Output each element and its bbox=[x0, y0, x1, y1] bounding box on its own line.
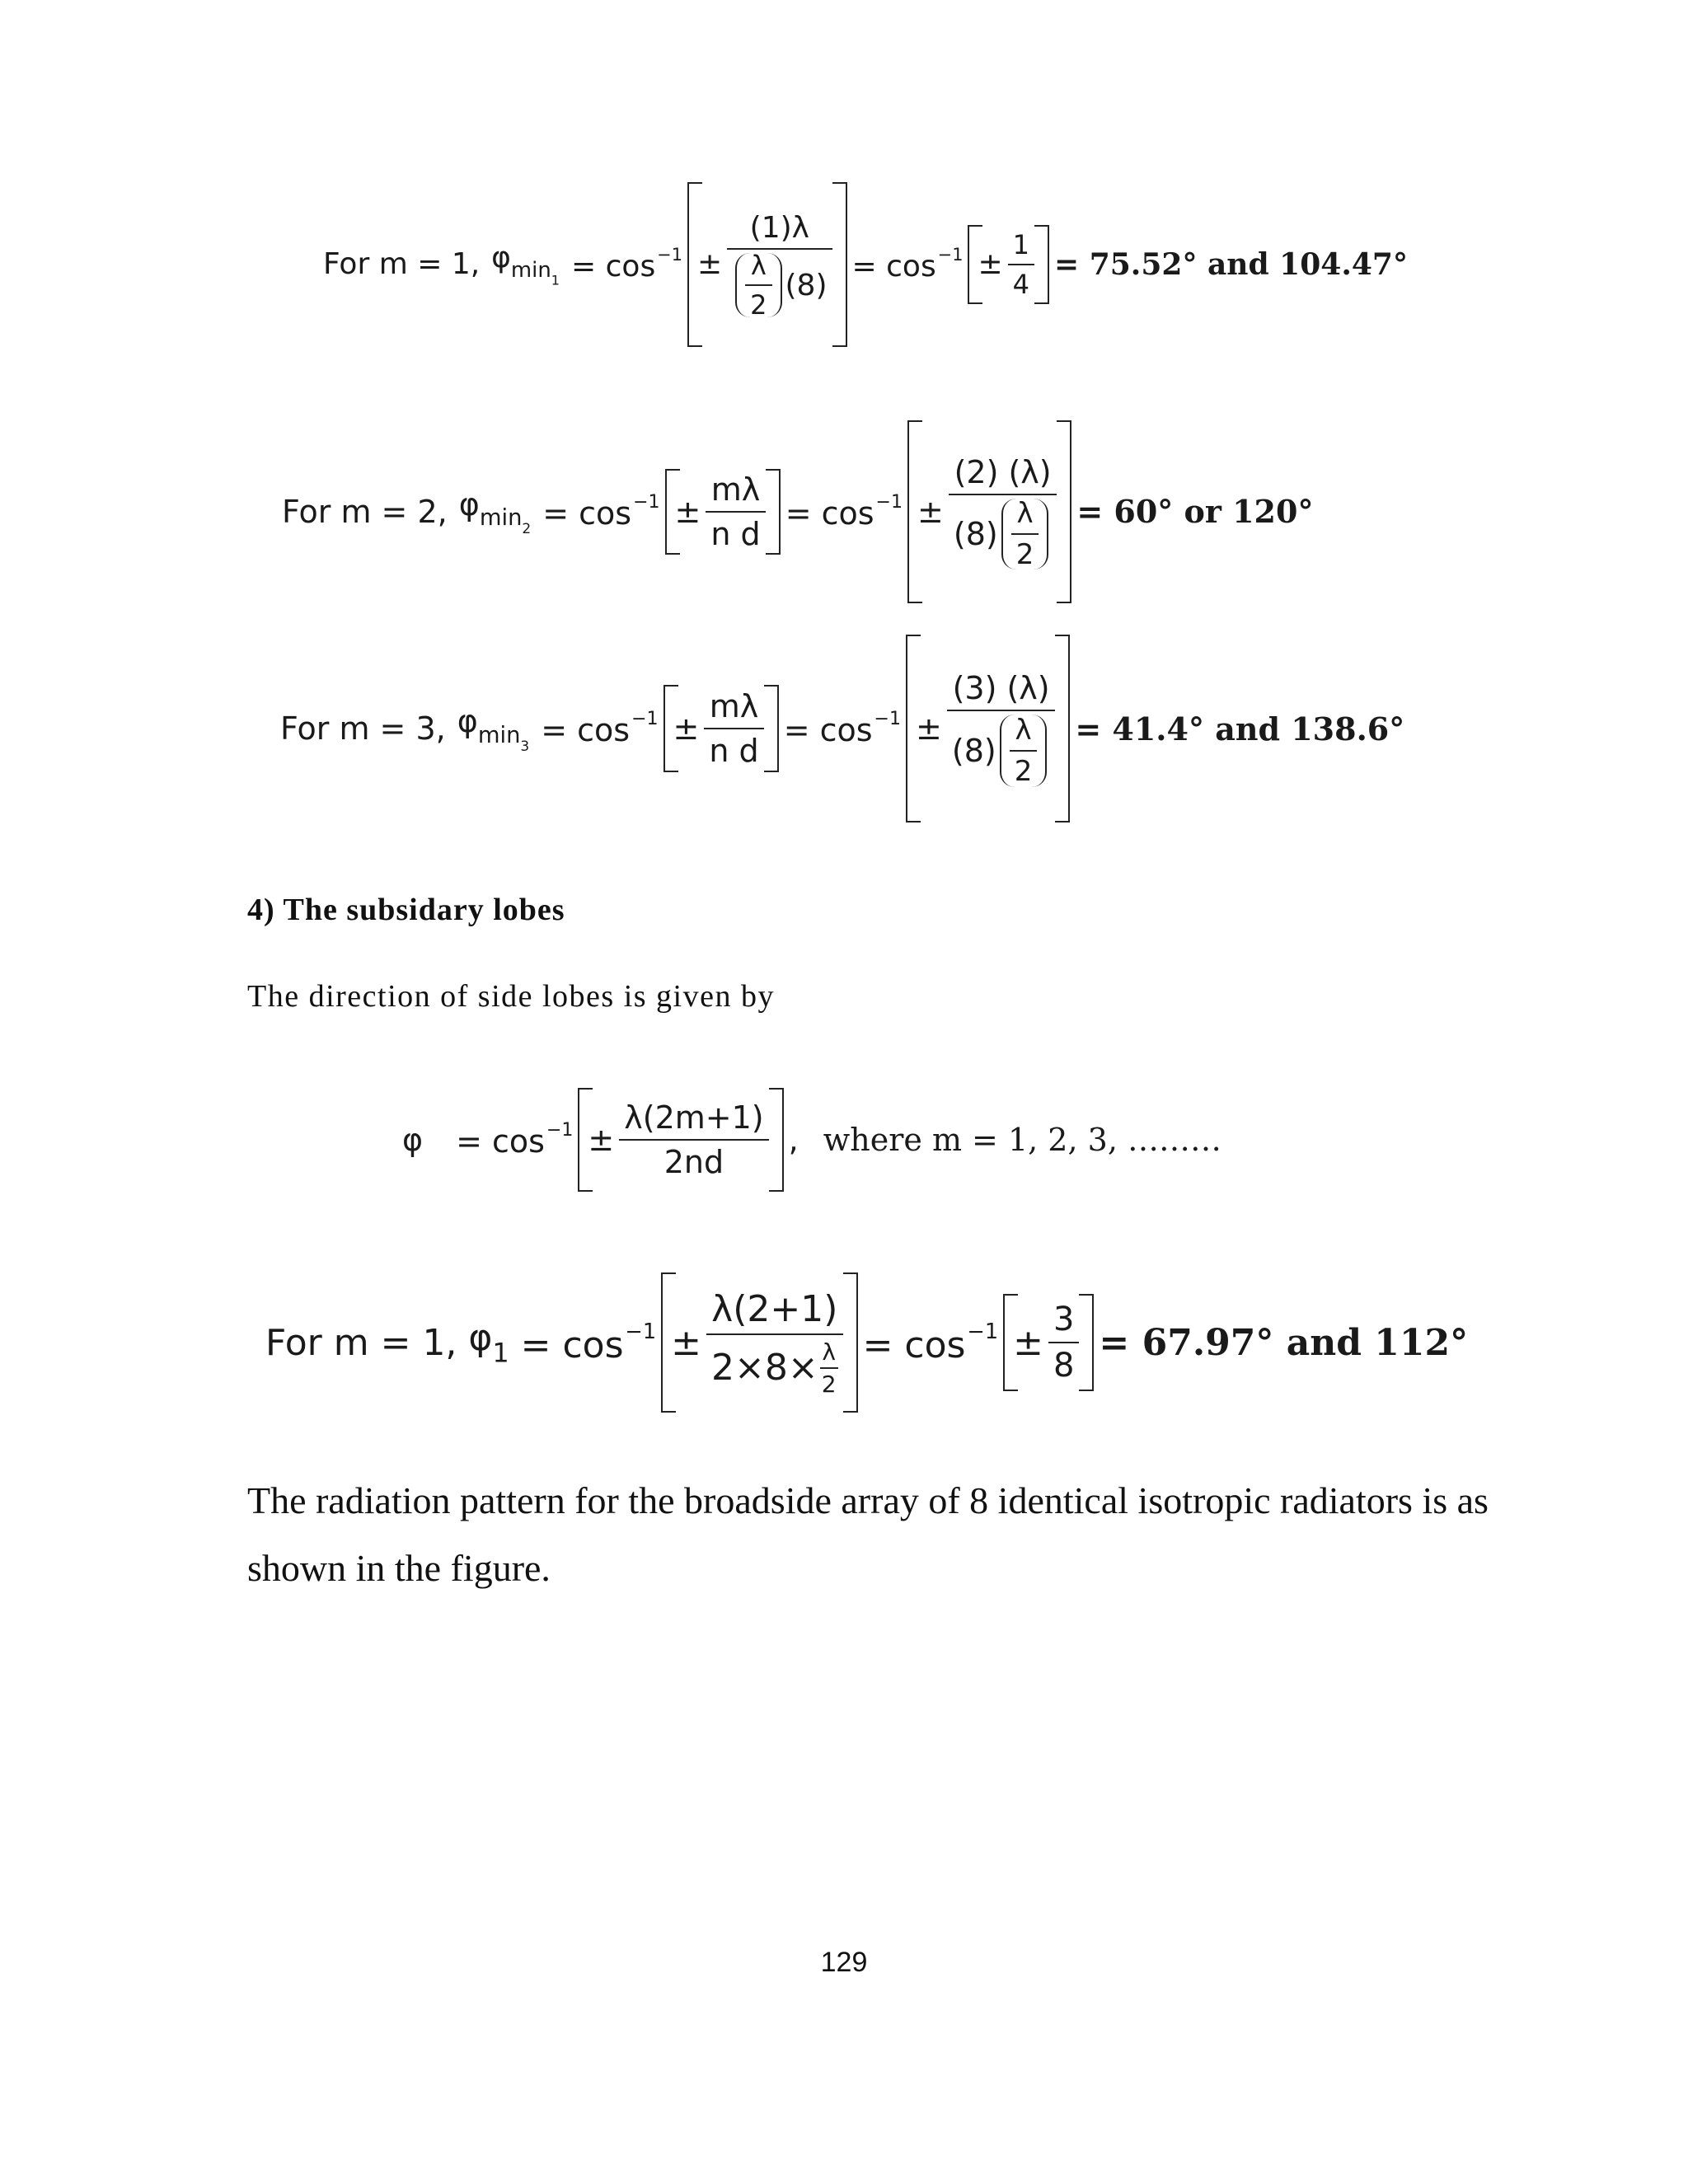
equation-m2-null bbox=[282, 419, 1313, 604]
eq5-cos-2: = $\cos^{-1}$ bbox=[862, 1319, 999, 1366]
eq4-bracket: ± $\frac{\lambda(2m+1)}{2nd}$ bbox=[578, 1088, 783, 1192]
equation-m3-null bbox=[280, 633, 1404, 824]
eq2-bracket: ± $\frac{m\lambda}{\text{n d}}$ bbox=[665, 469, 781, 555]
eq3-result: = 41.4° and 138.6° bbox=[1075, 710, 1405, 748]
eq2-lead: For m = 2, bbox=[282, 493, 448, 530]
eq2-cos-2: = $\cos^{-1}$ bbox=[785, 491, 903, 532]
eq3-lead: For m = 3, bbox=[280, 710, 446, 747]
eq4-cos: = $\cos^{-1}$ bbox=[456, 1120, 574, 1160]
equation-side-lobe-general bbox=[402, 1086, 1221, 1193]
eq1-bracket: ± (1)λ $\frac{\lambda}{2}$ (8) bbox=[687, 182, 847, 347]
eq1-bracket-2: ± $\frac{1}{4}$ bbox=[968, 225, 1049, 304]
equation-m1-first-null bbox=[323, 180, 1408, 349]
eq5-bracket-2: ± $\frac{3}{8}$ bbox=[1003, 1294, 1094, 1391]
eq5-lead: For m = 1, bbox=[265, 1321, 457, 1364]
eq2-phi: $\varphi_{min_2}$ bbox=[458, 485, 532, 537]
eq1-phi: $\varphi_{min_1}$ bbox=[491, 240, 560, 288]
eq1-result: = 75.52° and 104.47° bbox=[1054, 246, 1408, 282]
eq3-cos-2: = $\cos^{-1}$ bbox=[783, 709, 902, 748]
body-text-radiation-pattern: The radiation pattern for the broadside array of 8 identical isotropic radiators is as shown in the figure. bbox=[247, 1479, 1489, 1589]
eq2-result: = 60° or 120° bbox=[1076, 493, 1314, 530]
eq1-cos-2: = $\cos^{-1}$ bbox=[851, 245, 964, 284]
eq5-bracket: ± λ(2+1) 2×8× $\frac{\lambda}{2}$ bbox=[661, 1272, 857, 1413]
eq1-lead: For m = 1, bbox=[323, 247, 481, 281]
eq3-bracket: ± $\frac{m\lambda}{\text{n d}}$ bbox=[663, 685, 779, 772]
body-text-side-lobes: The direction of side lobes is given by bbox=[247, 979, 775, 1014]
eq4-where: where m = 1, 2, 3, ……… bbox=[823, 1122, 1221, 1158]
eq3-phi: $\varphi_{min_3}$ bbox=[457, 703, 530, 754]
eq5-cos: = $\cos^{-1}$ bbox=[520, 1319, 657, 1366]
eq2-bracket-2: ± (2) (λ) (8) $\frac{\lambda}{2}$ bbox=[907, 420, 1071, 603]
section-heading: 4) The subsidary lobes bbox=[247, 893, 565, 927]
eq1-fraction: (1)λ $\frac{\lambda}{2}$ (8) bbox=[727, 211, 832, 317]
eq1-cos: = $\cos^{-1}$ bbox=[571, 245, 682, 284]
eq5-result: = 67.97° and 112° bbox=[1099, 1321, 1469, 1364]
eq3-cos: = $\cos^{-1}$ bbox=[541, 709, 659, 748]
eq3-bracket-2: ± (3) (λ) (8) $\frac{\lambda}{2}$ bbox=[906, 635, 1070, 823]
equation-side-lobe-m1 bbox=[265, 1269, 1468, 1416]
eq4-comma: , bbox=[788, 1122, 799, 1158]
eq4-phi: φ bbox=[402, 1122, 424, 1158]
page-number: 129 bbox=[820, 1947, 868, 1978]
eq5-phi: $\varphi_1$ bbox=[468, 1316, 509, 1369]
eq2-cos: = $\cos^{-1}$ bbox=[542, 491, 660, 532]
